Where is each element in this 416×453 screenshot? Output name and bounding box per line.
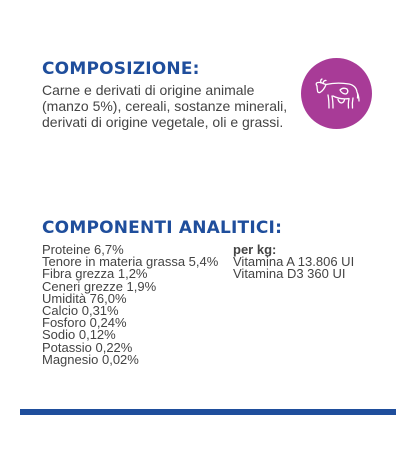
composition-line: Carne e derivati di origine animale <box>42 82 255 98</box>
list-item: Potassio 0,22% <box>42 339 133 355</box>
list-item: Vitamina A 13.806 UI <box>233 254 355 270</box>
composition-text <box>42 82 304 130</box>
list-item: Proteine 6,7% <box>42 242 124 257</box>
composition-line: (manzo 5%), cereali, sostanze minerali, <box>42 98 288 114</box>
composition-line: derivati di origine vegetale, oli e grassi. <box>42 114 284 130</box>
analytics-heading: COMPONENTI ANALITICI: <box>42 218 283 238</box>
list-item: Calcio 0,31% <box>42 303 119 319</box>
footer-divider <box>20 409 396 415</box>
analytics-list <box>42 244 218 366</box>
composition-heading: COMPOSIZIONE: <box>42 59 200 79</box>
list-item: Fosforo 0,24% <box>42 315 127 331</box>
cow-icon <box>313 76 361 112</box>
list-item: Ceneri grezze 1,9% <box>42 278 157 294</box>
per-kg-section <box>233 244 354 281</box>
list-item: Magnesio 0,02% <box>42 351 139 367</box>
per-kg-title: per kg: <box>233 242 277 257</box>
list-item: Vitamina D3 360 UI <box>233 266 346 282</box>
list-item: Sodio 0,12% <box>42 327 116 343</box>
list-item: Umidità 76,0% <box>42 290 127 306</box>
list-item: Fibra grezza 1,2% <box>42 266 148 282</box>
list-item: Tenore in materia grassa 5,4% <box>42 254 219 270</box>
meat-type-badge <box>301 58 372 129</box>
per-kg-list <box>233 256 354 280</box>
